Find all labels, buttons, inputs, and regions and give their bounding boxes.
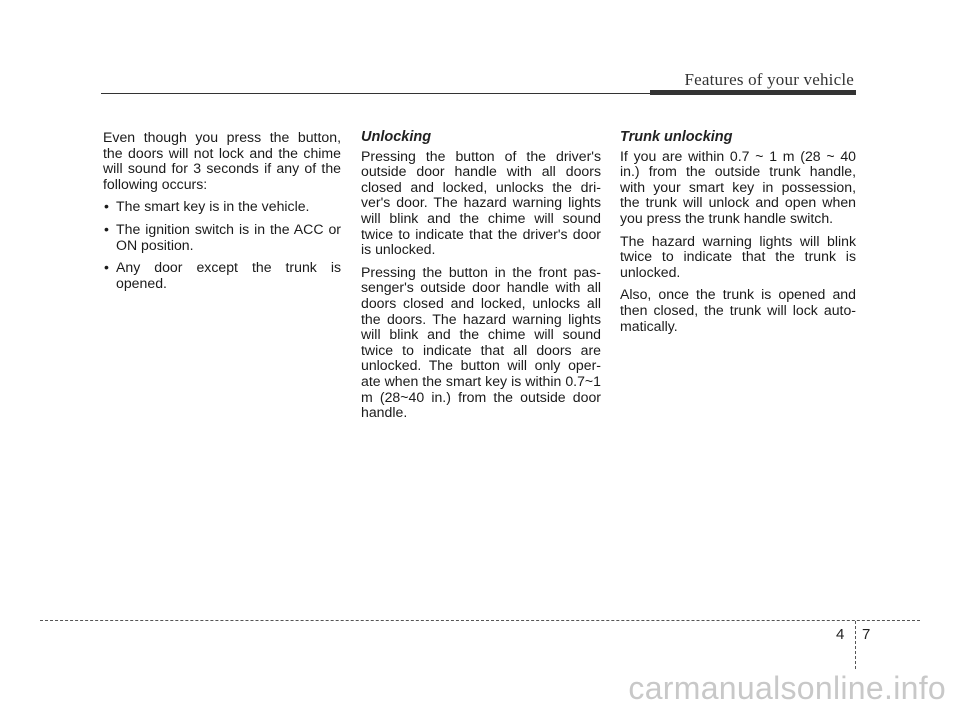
watermark: carmanualsonline.info	[628, 670, 946, 706]
list-item: • Any door except the trunk is opened.	[104, 259, 341, 291]
bullet-icon: •	[104, 198, 109, 215]
column-3	[620, 130, 856, 341]
bullet-icon: •	[104, 220, 109, 237]
list-item: • The smart key is in the vehicle.	[104, 198, 310, 215]
paragraph: Pressing the button of the driver's outside door handle with all doors closed and locked, unlocks the dri-ver's door. The hazard warning lights will blink and the chime will sound twice to indicate that the driver's door is unlocked.	[361, 147, 601, 258]
footer-rule	[40, 620, 920, 621]
header-rule-accent	[650, 90, 856, 95]
column-1	[103, 130, 341, 298]
condition-list	[103, 199, 341, 291]
paragraph: Pressing the button in the front pas-senger's outside door handle with all doors closed and locked, unlocks all the doors. The hazard warning lights will blink and the chime will sound twice to indicate that all doors are unlocked. The button will only oper-ate when the smart key is within 0.7~1 m (28~40 in.) from the outside door handle.	[361, 263, 601, 421]
paragraph: If you are within 0.7 ~ 1 m (28 ~ 40 in.) from the outside trunk handle, with your smart key in possession, the trunk will unlock and open when you press the trunk handle switch.	[620, 147, 856, 226]
section-heading-unlocking: Unlocking	[361, 129, 432, 145]
column-2	[361, 130, 601, 428]
bullet-icon: •	[104, 259, 109, 276]
list-item: • The ignition switch is in the ACC or ON position.	[104, 220, 341, 253]
section-heading-trunk-unlocking: Trunk unlocking	[620, 129, 733, 145]
paragraph: Also, once the trunk is opened and then closed, the trunk will lock auto-matically.	[620, 286, 856, 334]
intro-paragraph: Even though you press the button, the doors will not lock and the chime will sound for 3 seconds if any of the following occurs:	[103, 129, 341, 192]
page-number: 7	[862, 626, 871, 643]
header-rule	[101, 93, 654, 94]
paragraph: The hazard warning lights will blink twice to indicate that the trunk is unlocked.	[620, 232, 856, 280]
page-header-title: Features of your vehicle	[684, 70, 854, 89]
chapter-number: 4	[836, 626, 845, 643]
page-number-divider	[855, 621, 856, 669]
